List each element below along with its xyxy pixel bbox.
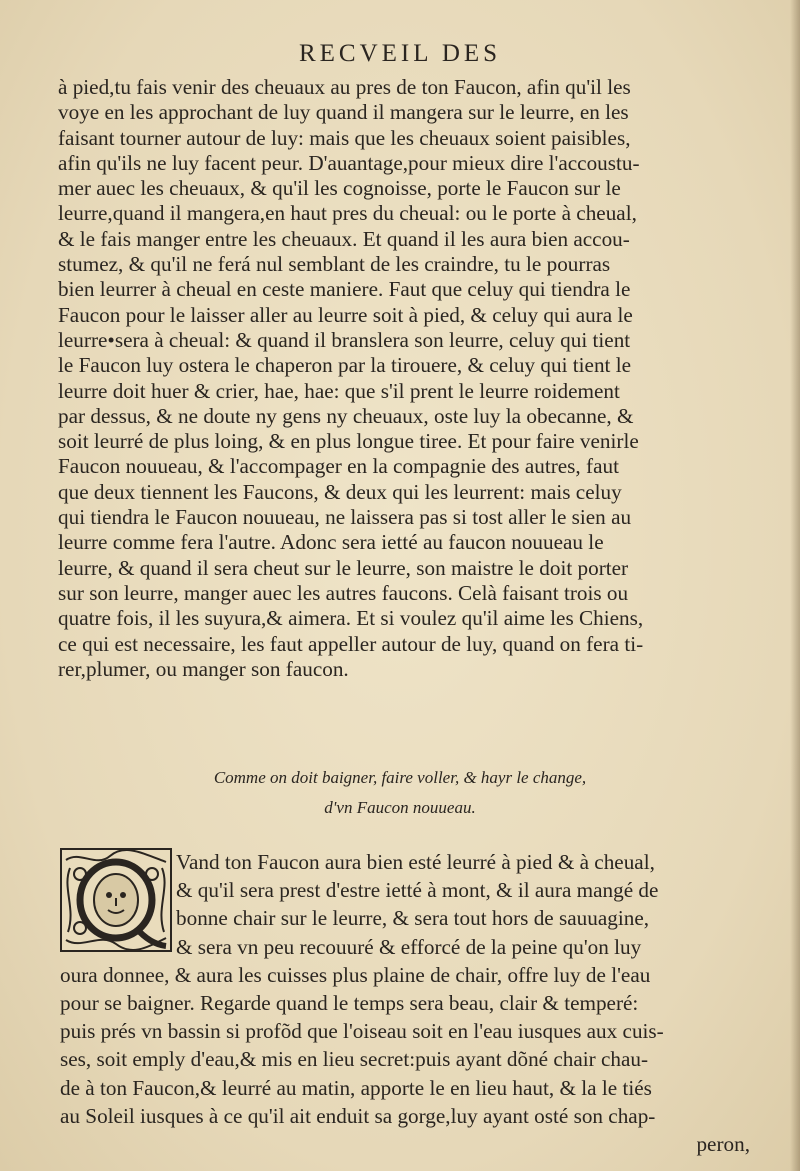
body-text: [58, 75, 754, 682]
text-line: par dessus, & ne doute ny gens ny cheuaux, oste luy la obecanne, &: [58, 403, 634, 428]
text-line: à pied,tu fais venir des cheuaux au pres de ton Faucon, afin qu'il les: [58, 75, 631, 99]
text-line: leurre doit huer & crier, hae, hae: que s'il prent le leurre roidement: [58, 378, 620, 403]
text-line: qui tiendra le Faucon nouueau, ne laissera pas si tost aller le sien au: [58, 505, 632, 530]
text-line: stumez, & qu'il ne ferá nul semblant de les craindre, tu le pourras: [58, 252, 611, 277]
text-line: leurre,quand il mangera,en haut pres du cheual: ou le porte à cheual,: [58, 201, 637, 226]
text-line: faisant tourner autour de luy: mais que les cheuaux soient paisibles,: [58, 125, 631, 150]
text-line: & le fais manger entre les cheuaux. Et quand il les aura bien accou-: [58, 226, 630, 251]
running-head: RECVEIL DES: [298, 40, 502, 67]
text-line: puis prés vn bassin si profõd que l'oiseau soit en l'eau iusques aux cuis-: [60, 1019, 664, 1044]
text-line: mer auec les cheuaux, & qu'il les cognoisse, porte le Faucon sur le: [58, 176, 621, 201]
text-line: rer,plumer, ou manger son faucon.: [58, 656, 349, 681]
text-line: soit leurré de plus loing, & en plus longue tiree. Et pour faire venirle: [58, 429, 639, 454]
text-line: pour se baigner. Regarde quand le temps sera beau, clair & temperé:: [60, 990, 639, 1015]
text-line: ce qui est necessaire, les faut appeller autour de luy, quand on fera ti-: [58, 631, 644, 656]
text-line: sur son leurre, manger auec les autres faucons. Celà faisant trois ou: [58, 580, 629, 605]
text-line: bonne chair sur le leurre, & sera tout hors de sauuagine,: [176, 906, 650, 931]
text-line: & qu'il sera prest d'estre ietté à mont, & il aura mangé de: [176, 878, 659, 903]
text-line: quatre fois, il les suyura,& aimera. Et si voulez qu'il aime les Chiens,: [58, 606, 644, 631]
text-line: leurre•sera à cheual: & quand il branslera son leurre, celuy qui tient: [58, 327, 631, 352]
text-line: Vand ton Faucon aura bien esté leurré à pied & à cheual,: [176, 850, 655, 874]
text-line: ses, soit emply d'eau,& mis en lieu secret:puis ayant dõné chair chau-: [60, 1047, 649, 1072]
text-line: le Faucon luy ostera le chaperon par la tirouere, & celuy qui tient le: [58, 353, 632, 378]
text-line: Faucon nouueau, & l'accompager en la compagnie des autres, faut: [58, 454, 619, 479]
text-line: voye en les approchant de luy quand il mangera sur le leurre, en les: [58, 100, 629, 125]
text-line: de à ton Faucon,& leurré au matin, apporte le en lieu haut, & la le tiés: [60, 1075, 652, 1100]
text-line: leurre comme fera l'autre. Adonc sera ietté au faucon nouueau le: [58, 530, 604, 555]
catchword: peron,: [696, 1131, 750, 1156]
text-line: leurre, & quand il sera cheut sur le leurre, son maistre le doit porter: [58, 555, 629, 580]
section-heading-line-1: Comme on doit baigner, faire voller, & hayr le change,: [213, 768, 587, 787]
text-line: au Soleil iusques à ce qu'il ait enduit sa gorge,luy ayant osté son chap-: [60, 1103, 656, 1128]
text-line: afin qu'ils ne luy facent peur. D'auantage,pour mieux dire l'accoustu-: [58, 150, 640, 175]
section-heading-line-2: d'vn Faucon nouueau.: [324, 798, 476, 817]
text-line: bien leurrer à cheual en ceste maniere. Faut que celuy qui tiendra le: [58, 277, 631, 302]
chapter-text: [60, 848, 756, 1158]
text-line: Faucon pour le laisser aller au leurre soit à pied, & celuy qui aura le: [58, 302, 633, 327]
text-line: & sera vn peu recouuré & efforcé de la peine qu'on luy: [176, 934, 642, 959]
text-line: oura donnee, & aura les cuisses plus plaine de chair, offre luy de l'eau: [60, 962, 651, 987]
page-gutter-shadow: [790, 0, 800, 1171]
text-line: que deux tiennent les Faucons, & deux qui les leurrent: mais celuy: [58, 479, 622, 504]
